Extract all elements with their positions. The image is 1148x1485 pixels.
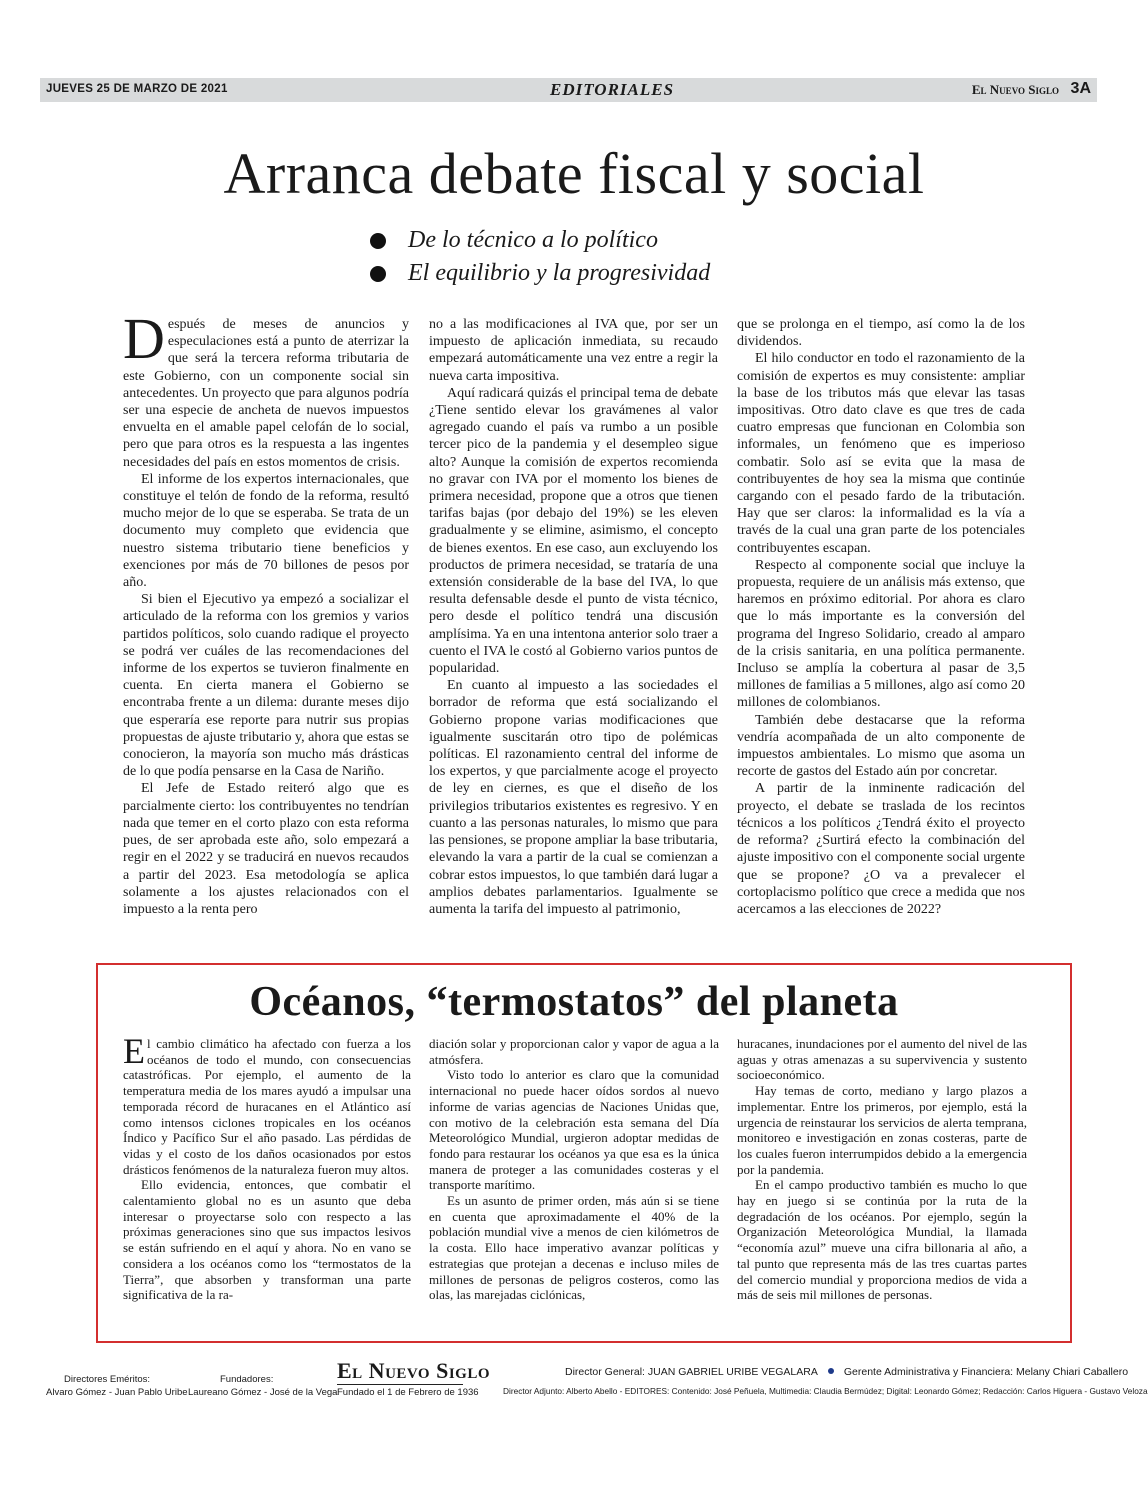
director-general: Director General: JUAN GABRIEL URIBE VEGALARA — [565, 1366, 818, 1378]
subtitle-item — [370, 257, 710, 290]
paragraph: Visto todo lo anterior es claro que la comunidad internacional no puede hacer oídos sordos al nuevo informe de varias agencias de Naciones Unidas que, con motivo de la celebración esta semana del Día Meteorológico Mundial, urgieron adoptar medidas de fondo para restaurar los océanos ya que esa es la única manera de proteger a las comunidades costeras y el transporte marítimo. — [429, 1067, 719, 1193]
emeritos-label: Directores Eméritos: — [64, 1374, 151, 1385]
issue-date: JUEVES 25 DE MARZO DE 2021 — [46, 83, 228, 95]
page-number: 3A — [1070, 80, 1091, 97]
subtitle-text: De lo técnico a lo político — [408, 227, 658, 253]
paragraph: En cuanto al impuesto a las sociedades el borrador de reforma que está socializando el Gobierno propone varias modificaciones que igualmente suscitarán otro tipo de polémicas políticas. El razonamiento central del informe de los expertos, y que parcialmente acoge el proyecto de ley en ciernes, es que el diseño de los privilegios tributarios existentes es regresivo. Y en cuanto a las personas naturales, lo mismo que para las pensiones, se propone ampliar la base tributaria, elevando la vara a partir de la cual se comienzan a cobrar estos impuestos, lo que también dará lugar a amplios debates parlamentarios. Igualmente se aumenta la tarifa del impuesto al patrimonio, — [429, 678, 718, 917]
separator-dot-icon — [828, 1368, 834, 1374]
subtitle-text: El equilibrio y la progresividad — [408, 260, 711, 286]
paragraph: A partir de la inminente radicación del proyecto, el debate se traslada de los recintos técnicos a los políticos ¿Tendrá éxito el proyecto de reforma? ¿Surtirá efecto la combinación del ajuste impositivo con el componente social urgente que se propone? ¿O va a prevalecer el cortoplacismo político que crece a medida que nos acercamos a las elecciones de 2022? — [737, 781, 1025, 917]
paragraph: El cambio climático ha afectado con fuerza a los océanos de todo el mundo, con consecuencias catastróficas. Por ejemplo, el aumento de la temperatura media de los mares ayudó a impulsar una temporada récord de huracanes en el Atlántico así como intensos ciclones tropicales en los océanos Índico y Pacífico Sur el año pasado. Las pérdidas de vidas y el costo de los daños ocasionados por estos drásticos fenómenos de la naturaleza fueron muy altos. — [123, 1031, 411, 1177]
subtitle-item — [370, 224, 710, 257]
paragraph: El informe de los expertos internacionales, que constituye el telón de fondo de la reforma, resultó mucho mejor de lo que se esperaba. Se trata de un documento muy completo que evidencia que nuestro sistema tributario tiene beneficios y exenciones por más de 70 billones de pesos por año. — [123, 471, 409, 591]
emeritos-names: Alvaro Gómez - Juan Pablo Uribe — [46, 1387, 188, 1398]
paragraph: Hay temas de corto, mediano y largo plazos a implementar. Entre los primeros, por ejemplo, está la urgencia de reinstaurar los servicios de alerta temprana, monitoreo e investigación en zonas costeras, parte de los cuales fueron interrumpidos debido a la emergencia por la pandemia. — [737, 1083, 1027, 1177]
paragraph: Respecto al componente social que incluye la propuesta, requiere de un análisis más extenso, que haremos en próximo editorial. Por ahora es claro que lo más importante es la conversión del programa del Ingreso Solidario, creado al amparo de la crisis sanitaria, en una política permanente. Incluso se amplía la cobertura al pasar de 3,5 millones de familias a 5 millones, algo así como 20 millones de colombianos. — [737, 557, 1025, 711]
editorial-column-3 — [737, 316, 1025, 918]
paragraph: Aquí radicará quizás el principal tema de debate ¿Tiene sentido elevar los gravámenes al valor agregado cuando el país va rumbo a un posible tercer pico de la pandemia y el desempleo sigue alto? Aunque la comisión de expertos recomienda no gravar con IVA por el momento los bienes de primera necesidad, propone que a otros que tienen tarifas bajas (por debajo del 19%) se les eleven gradualmente y se elimine, asimismo, el concepto de bienes exentos. En ese caso, aun excluyendo los productos de primera necesidad, se trataría de una extensión considerable de la base del IVA, lo que resulta defensable desde el punto de vista técnico, pero desde el político tendrá una discusión amplísima. Ya en una intentona anterior solo traer a cuento el IVA le costó al Gobierno varios puntos de popularidad. — [429, 385, 718, 677]
paragraph: que se prolonga en el tiempo, así como la de los dividendos. — [737, 317, 1025, 350]
paragraph: Si bien el Ejecutivo ya empezó a socializar el articulado de la reforma con los gremios y varios partidos políticos, solo cuando radique el proyecto se podrá ver cuáles de las recomendaciones del informe de los expertos se tuvieron finalmente en cuenta. En cierta manera el Gobierno se encontraba frente a un dilema: durante meses dijo que esperaría ese reporte para nutrir sus propias propuestas de ajuste tributario y, ahora que estas se conocieron, la mayoría son mucho más drásticas de lo que podía pensarse en la Casa de Nariño. — [123, 592, 409, 780]
bullet-icon — [370, 233, 386, 249]
paragraph: huracanes, inundaciones por el aumento del nivel de las aguas y otras amenazas a su supervivencia y sustento socioeconómico. — [737, 1036, 1027, 1083]
editorial-2-column-1 — [123, 1031, 411, 1303]
paragraph: Es un asunto de primer orden, más aún si se tiene en cuenta que aproximadamente el 40% de la población mundial vive a menos de cien kilómetros de la costa. Ello hace imperativo avanzar políticas y estrategias que protejan a decenas e incluso miles de millones de personas de peligros costeros, como las olas, las marejadas ciclónicas, — [429, 1193, 719, 1303]
section-title: EDITORIALES — [550, 80, 675, 99]
page-header-bar — [40, 78, 1097, 102]
editorial-2-column-3 — [737, 1036, 1027, 1303]
editorial-credits: Director Adjunto: Alberto Abello - EDITORES: Contenido: José Peñuela, Multimedia: Claudia Bermúdez; Digital: Leonardo Gómez; Redacción: Carlos Higuera - Gustavo Veloza — [503, 1386, 1148, 1396]
bullet-icon — [370, 266, 386, 282]
newspaper-brand: El Nuevo Siglo — [971, 82, 1059, 97]
staff-line — [565, 1366, 1128, 1378]
footer-brand-rule — [337, 1384, 463, 1385]
fundadores-names: Laureano Gómez - José de la Vega — [188, 1387, 338, 1398]
gerente: Gerente Administrativa y Financiera: Melany Chiari Caballero — [843, 1366, 1129, 1378]
paragraph: También debe destacarse que la reforma vendría acompañada de un alto componente de impuestos ambientales. Lo mismo que asoma un recorte de gastos del Estado aún por concretar. — [737, 712, 1025, 780]
drop-cap: E — [123, 1031, 145, 1071]
paragraph: Ello evidencia, entonces, que combatir el calentamiento global no es un asunto que deba interesar o proyectarse solo con respecto a las próximas generaciones sino que sus impactos lesivos se están sufriendo en el aquí y ahora. No en vano se considera a los océanos como los “termostatos de la Tierra”, que absorben y transforman una parte significativa de la ra- — [123, 1177, 411, 1303]
fundadores-label: Fundadores: — [220, 1374, 274, 1385]
footer-brand: El Nuevo Siglo — [337, 1358, 491, 1383]
editorial-column-2 — [429, 316, 718, 918]
paragraph: Después de meses de anuncios y especulaciones está a punto de aterrizar la que será la tercera reforma tributaria de este Gobierno, con un componente social sin antecedentes. Un proyecto que para algunos podría ser una especie de ancheta de nuevos impuestos envuelta en el amable papel celofán de lo social, pero que para otros es la respuesta a las ingentes necesidades del país en estos momentos de crisis. — [123, 306, 409, 470]
editorial-column-1 — [123, 306, 409, 918]
editorial-2-headline: Océanos, “termostatos” del planeta — [249, 979, 899, 1025]
editorial-subtitles — [370, 224, 710, 290]
editorial-2-column-2 — [429, 1036, 719, 1303]
paragraph: diación solar y proporcionan calor y vapor de agua a la atmósfera. — [429, 1036, 719, 1067]
drop-cap: D — [123, 306, 165, 371]
paragraph: no a las modificaciones al IVA que, por ser un impuesto de aplicación inmediata, su recaudo empezará automáticamente una vez entre a regir la nueva carta impositiva. — [429, 317, 718, 384]
paragraph: En el campo productivo también es mucho lo que hay en juego si se continúa por la ruta de la degradación de los océanos. Por ejemplo, según la Organización Meteorológica Mundial, la llamada “economía azul” mueve una cifra billonaria al año, a tal punto que representa más de las tres cuartas partes del comercio mundial y proporciona medios de vida a más de seis mil millones de personas. — [737, 1177, 1027, 1303]
paragraph: El hilo conductor en todo el razonamiento de la comisión de expertos es muy consistente: ampliar la base de los tributos más que elevar las tasas impositivas. Otro dato clave es que tres de cada cuatro empresas que funcionan en Colombia son informales, un fenómeno que es imperioso combatir. Solo así se evita que la masa de contribuyentes de hoy sea la misma que continúe cargando con el pesado fardo de la tributación. Hay que ser claros: la informalidad es la vía a través de la cual una gran parte de los potenciales contribuyentes escapan. — [737, 351, 1025, 556]
paragraph: El Jefe de Estado reiteró algo que es parcialmente cierto: los contribuyentes no tendrían nada que temer en el corto plazo con esta reforma pues, de ser aprobada este año, solo empezará a regir en el 2022 y se traducirá en nuevos recaudos a partir del 2023. Esa metodología se aplica solamente a los ajustes relacionados con el impuesto a la renta pero — [123, 781, 409, 917]
founded-date: Fundado el 1 de Febrero de 1936 — [337, 1387, 479, 1398]
editorial-headline: Arranca debate fiscal y social — [223, 141, 925, 206]
